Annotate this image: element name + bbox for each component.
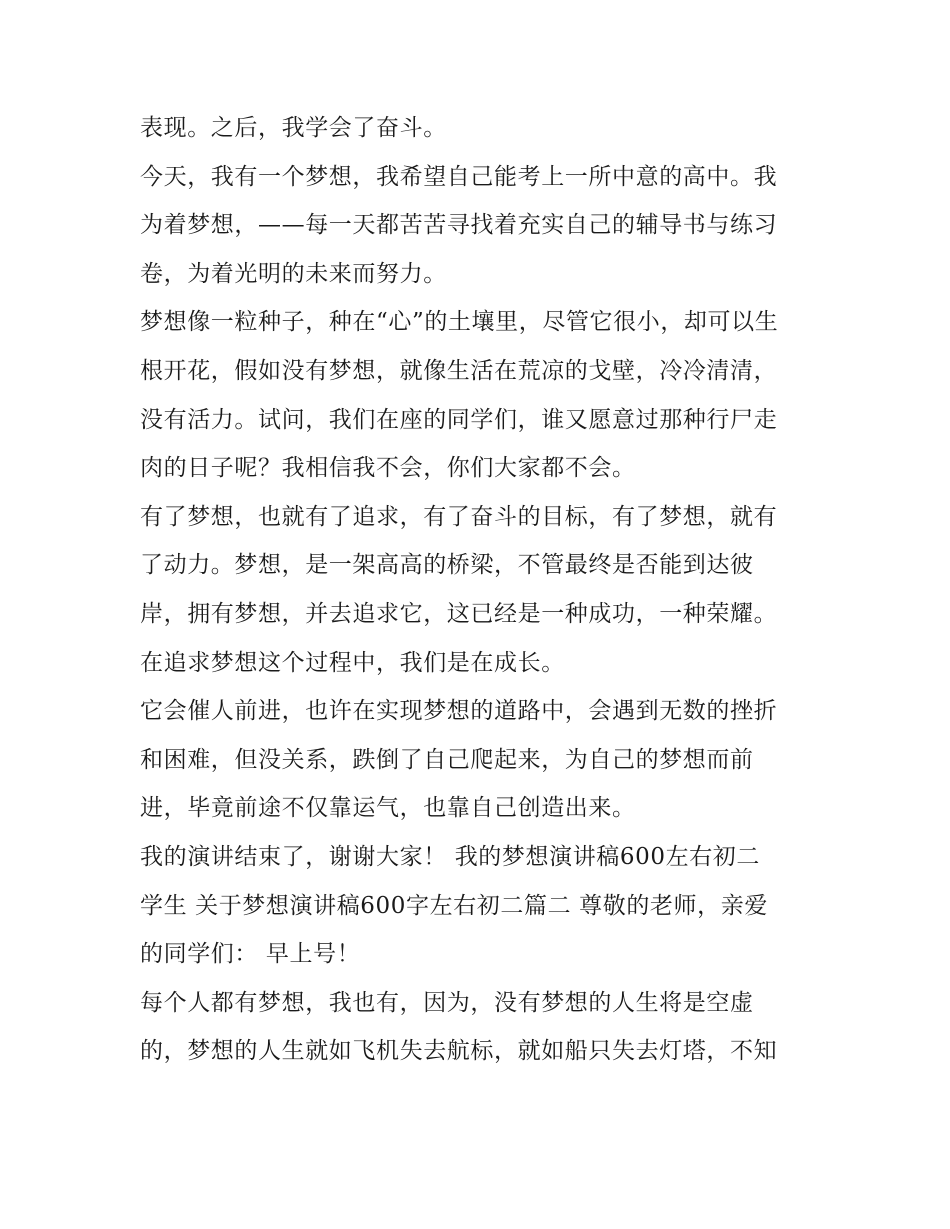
- text-line: 它会催人前进，也许在实现梦想的道路中，会遇到无数的挫折: [140, 698, 778, 725]
- text-line: 没有活力。试问，我们在座的同学们，谁又愿意过那种行尸走: [140, 406, 778, 433]
- text-line: 根开花，假如没有梦想，就像生活在荒凉的戈壁，冷冷清清，: [140, 357, 778, 384]
- text-line: 我的演讲结束了，谢谢大家！ 我的梦想演讲稿600左右初二: [140, 843, 761, 870]
- text-line: 今天，我有一个梦想，我希望自己能考上一所中意的高中。我: [140, 163, 778, 190]
- text-line: 肉的日子呢？我相信我不会，你们大家都不会。: [140, 455, 636, 482]
- text-line: 有了梦想，也就有了追求，有了奋斗的目标，有了梦想，就有: [140, 503, 778, 530]
- text-line: 岸，拥有梦想，并去追求它，这已经是一种成功，一种荣耀。: [140, 600, 778, 627]
- text-line: 表现。之后，我学会了奋斗。: [140, 115, 447, 141]
- text-line: 和困难，但没关系，跌倒了自己爬起来，为自己的梦想而前: [140, 746, 754, 773]
- text-line: 进，毕竟前途不仅靠运气，也靠自己创造出来。: [140, 795, 636, 822]
- text-line: 学生 关于梦想演讲稿600字左右初二篇二 尊敬的老师，亲爱: [140, 892, 768, 919]
- text-line: 卷，为着光明的未来而努力。: [140, 260, 447, 287]
- text-line: 了动力。梦想，是一架高高的桥梁，不管最终是否能到达彼: [140, 552, 754, 579]
- text-line: 的同学们： 早上号！: [140, 941, 361, 968]
- text-line: 每个人都有梦想，我也有，因为，没有梦想的人生将是空虚: [140, 989, 754, 1016]
- text-line: 在追求梦想这个过程中，我们是在成长。: [140, 649, 565, 676]
- text-line: 梦想像一粒种子，种在“心”的土壤里，尽管它很小，却可以生: [140, 309, 779, 336]
- text-line: 的，梦想的人生就如飞机失去航标，就如船只失去灯塔，不知: [140, 1038, 778, 1065]
- text-line: 为着梦想，——每一天都苦苦寻找着充实自己的辅导书与练习: [140, 212, 778, 239]
- document-body-text: [140, 104, 820, 1076]
